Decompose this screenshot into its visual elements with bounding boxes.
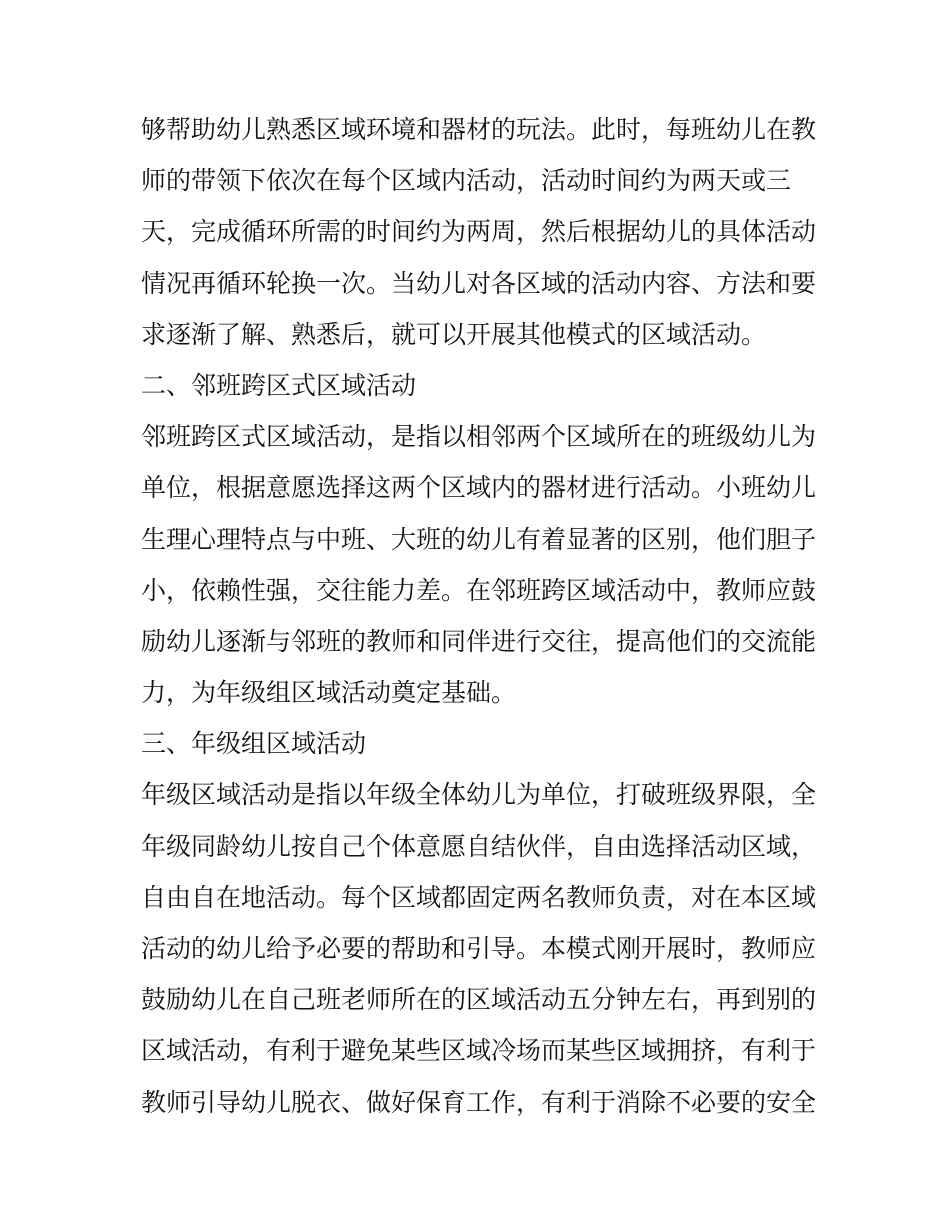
paragraph-line: 自由自在地活动。每个区域都固定两名教师负责，对在本区域	[141, 882, 817, 912]
body-text	[141, 104, 821, 1128]
paragraph-line: 力，为年级组区域活动奠定基础。	[141, 678, 517, 708]
paragraph-line: 小，依赖性强，交往能力差。在邻班跨区域活动中，教师应鼓	[141, 575, 817, 605]
paragraph-line: 鼓励幼儿在自己班老师所在的区域活动五分钟左右，再到别的	[141, 985, 817, 1015]
paragraph-line: 励幼儿逐渐与邻班的教师和同伴进行交往，提高他们的交流能	[141, 626, 817, 656]
paragraph-line: 够帮助幼儿熟悉区域环境和器材的玩法。此时，每班幼儿在教	[141, 115, 817, 144]
section-heading: 二、邻班跨区式区域活动	[141, 370, 417, 400]
paragraph-line: 年级同龄幼儿按自己个体意愿自结伙伴，自由选择活动区域，	[141, 831, 817, 861]
paragraph-line: 生理心理特点与中班、大班的幼儿有着显著的区别，他们胆子	[141, 524, 817, 554]
paragraph-line: 天，完成循环所需的时间约为两周，然后根据幼儿的具体活动	[141, 217, 817, 247]
paragraph-line: 活动的幼儿给予必要的帮助和引导。本模式刚开展时，教师应	[141, 934, 817, 963]
paragraph-line: 区域活动，有利于避免某些区域冷场而某些区域拥挤，有利于	[141, 1036, 817, 1066]
paragraph-line: 年级区域活动是指以年级全体幼儿为单位，打破班级界限，全	[141, 780, 817, 810]
section-heading: 三、年级组区域活动	[141, 729, 367, 759]
paragraph-line: 邻班跨区式区域活动，是指以相邻两个区域所在的班级幼儿为	[141, 422, 817, 452]
paragraph-line: 情况再循环轮换一次。当幼儿对各区域的活动内容、方法和要	[141, 268, 817, 298]
paragraph-line: 教师引导幼儿脱衣、做好保育工作，有利于消除不必要的安全	[141, 1087, 817, 1117]
paragraph-line: 师的带领下依次在每个区域内活动，活动时间约为两天或三	[141, 166, 792, 196]
paragraph-line: 求逐渐了解、熟悉后，就可以开展其他模式的区域活动。	[141, 319, 767, 349]
paragraph-line: 单位，根据意愿选择这两个区域内的器材进行活动。小班幼儿	[141, 473, 817, 503]
